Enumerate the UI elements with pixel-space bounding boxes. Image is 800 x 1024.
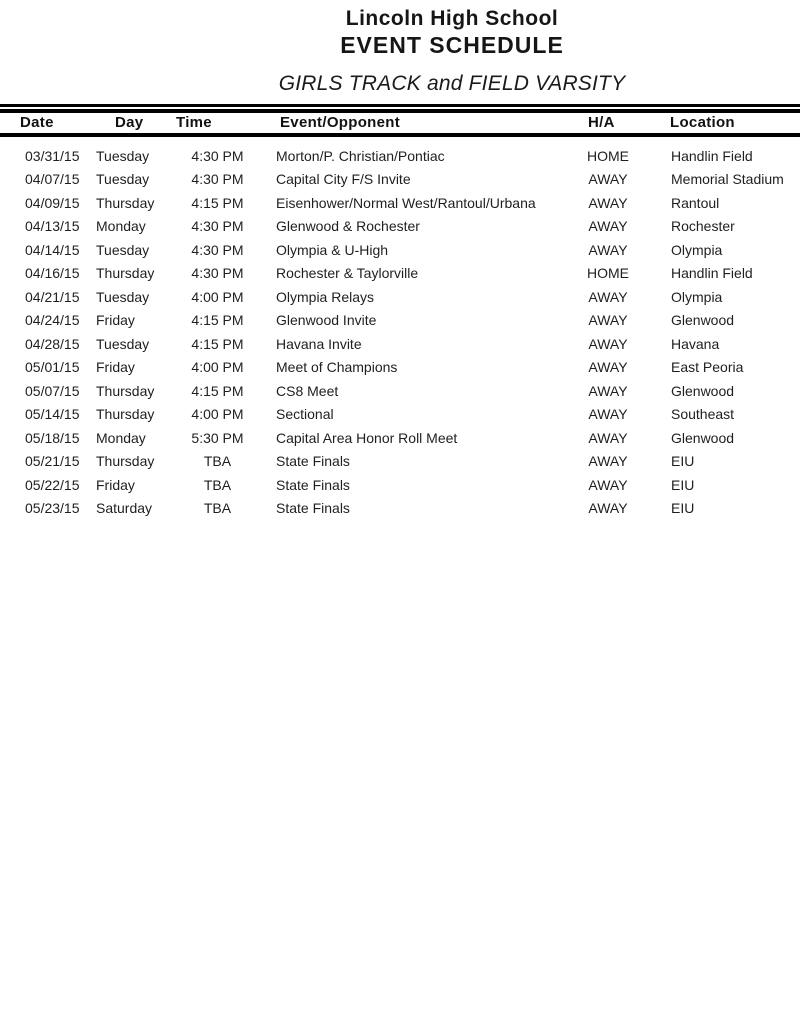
cell-location: Glenwood <box>671 429 735 446</box>
cell-home-away: AWAY <box>588 500 628 517</box>
schedule-rows <box>0 144 800 520</box>
cell-date: 05/07/15 <box>25 382 80 399</box>
schedule-row <box>0 309 800 333</box>
cell-day: Monday <box>96 429 146 446</box>
cell-date: 04/14/15 <box>25 241 80 258</box>
cell-time: 4:30 PM <box>191 147 244 164</box>
schedule-row <box>0 168 800 192</box>
cell-time: 4:15 PM <box>191 335 244 352</box>
cell-day: Thursday <box>96 194 155 211</box>
cell-date: 04/24/15 <box>25 312 80 329</box>
column-header-time: Time <box>176 114 212 131</box>
column-header-day: Day <box>115 114 144 131</box>
cell-date: 05/18/15 <box>25 429 80 446</box>
schedule-row <box>0 144 800 168</box>
cell-location: Glenwood <box>671 312 735 329</box>
schedule-row <box>0 403 800 427</box>
cell-location: Olympia <box>671 241 723 258</box>
cell-day: Tuesday <box>96 147 150 164</box>
table-header-row <box>0 113 800 133</box>
cell-event: State Finals <box>276 453 350 470</box>
cell-time: 4:30 PM <box>191 265 244 282</box>
cell-time: 4:00 PM <box>191 406 244 423</box>
cell-event: Olympia Relays <box>276 288 375 305</box>
cell-time: 4:30 PM <box>191 171 244 188</box>
cell-event: Morton/P. Christian/Pontiac <box>276 147 445 164</box>
column-header-date: Date <box>20 114 54 131</box>
schedule-row <box>0 262 800 286</box>
cell-time: 4:15 PM <box>191 312 244 329</box>
cell-event: Glenwood Invite <box>276 312 377 329</box>
cell-event: State Finals <box>276 476 350 493</box>
cell-location: Olympia <box>671 288 723 305</box>
cell-time: 4:30 PM <box>191 241 244 258</box>
cell-time: 4:15 PM <box>191 194 244 211</box>
cell-day: Tuesday <box>96 288 150 305</box>
cell-day: Thursday <box>96 265 155 282</box>
cell-day: Monday <box>96 218 146 235</box>
cell-event: Capital Area Honor Roll Meet <box>276 429 458 446</box>
cell-date: 05/21/15 <box>25 453 80 470</box>
cell-event: Glenwood & Rochester <box>276 218 420 235</box>
cell-day: Thursday <box>96 453 155 470</box>
schedule-row <box>0 497 800 521</box>
cell-event: Sectional <box>276 406 334 423</box>
schedule-row <box>0 450 800 474</box>
schedule-subtitle: GIRLS TRACK and FIELD VARSITY <box>278 72 626 95</box>
column-header-home-away: H/A <box>588 114 615 131</box>
cell-home-away: AWAY <box>588 288 628 305</box>
cell-event: CS8 Meet <box>276 382 339 399</box>
cell-day: Friday <box>96 312 135 329</box>
cell-home-away: AWAY <box>588 382 628 399</box>
cell-home-away: AWAY <box>588 218 628 235</box>
cell-time: TBA <box>203 500 232 517</box>
cell-event: Eisenhower/Normal West/Rantoul/Urbana <box>276 194 536 211</box>
header-bottom-rule <box>0 133 800 137</box>
cell-day: Thursday <box>96 406 155 423</box>
schedule-row <box>0 473 800 497</box>
cell-event: Havana Invite <box>276 335 362 352</box>
cell-event: Capital City F/S Invite <box>276 171 411 188</box>
schedule-row <box>0 356 800 380</box>
cell-time: 4:00 PM <box>191 288 244 305</box>
page-title: EVENT SCHEDULE <box>340 32 564 58</box>
column-header-event: Event/Opponent <box>280 114 401 131</box>
cell-home-away: AWAY <box>588 476 628 493</box>
cell-event: Olympia & U-High <box>276 241 389 258</box>
cell-date: 04/16/15 <box>25 265 80 282</box>
cell-home-away: AWAY <box>588 241 628 258</box>
cell-location: Rochester <box>671 218 735 235</box>
cell-event: Meet of Champions <box>276 359 398 376</box>
cell-home-away: AWAY <box>588 359 628 376</box>
schedule-row <box>0 191 800 215</box>
cell-day: Friday <box>96 359 135 376</box>
cell-location: Handlin Field <box>671 265 753 282</box>
schedule-row <box>0 238 800 262</box>
schedule-row <box>0 379 800 403</box>
cell-date: 04/07/15 <box>25 171 80 188</box>
cell-home-away: HOME <box>587 147 629 164</box>
cell-day: Friday <box>96 476 135 493</box>
cell-location: Handlin Field <box>671 147 753 164</box>
cell-date: 04/09/15 <box>25 194 80 211</box>
cell-event: Rochester & Taylorville <box>276 265 419 282</box>
cell-home-away: AWAY <box>588 406 628 423</box>
cell-location: Glenwood <box>671 382 735 399</box>
schedule-row <box>0 426 800 450</box>
cell-home-away: AWAY <box>588 335 628 352</box>
cell-location: Havana <box>671 335 720 352</box>
schedule-row <box>0 215 800 239</box>
schedule-row <box>0 332 800 356</box>
cell-time: 4:00 PM <box>191 359 244 376</box>
cell-date: 05/22/15 <box>25 476 80 493</box>
cell-day: Tuesday <box>96 171 150 188</box>
cell-date: 03/31/15 <box>25 147 80 164</box>
cell-date: 04/28/15 <box>25 335 80 352</box>
cell-day: Tuesday <box>96 335 150 352</box>
cell-time: 4:30 PM <box>191 218 244 235</box>
title-block <box>104 0 800 97</box>
cell-location: East Peoria <box>671 359 744 376</box>
top-rule-upper <box>0 104 800 107</box>
cell-home-away: AWAY <box>588 171 628 188</box>
cell-day: Tuesday <box>96 241 150 258</box>
cell-date: 05/01/15 <box>25 359 80 376</box>
cell-time: 4:15 PM <box>191 382 244 399</box>
cell-home-away: AWAY <box>588 453 628 470</box>
cell-day: Thursday <box>96 382 155 399</box>
cell-location: EIU <box>671 453 695 470</box>
cell-date: 04/21/15 <box>25 288 80 305</box>
cell-location: EIU <box>671 500 695 517</box>
cell-location: Southeast <box>671 406 735 423</box>
cell-location: Rantoul <box>671 194 720 211</box>
cell-date: 05/14/15 <box>25 406 80 423</box>
cell-time: TBA <box>203 476 232 493</box>
cell-date: 05/23/15 <box>25 500 80 517</box>
school-name: Lincoln High School <box>345 7 559 30</box>
cell-time: 5:30 PM <box>191 429 244 446</box>
cell-home-away: AWAY <box>588 429 628 446</box>
cell-day: Saturday <box>96 500 153 517</box>
cell-home-away: AWAY <box>588 194 628 211</box>
cell-home-away: HOME <box>587 265 629 282</box>
cell-date: 04/13/15 <box>25 218 80 235</box>
cell-location: EIU <box>671 476 695 493</box>
cell-home-away: AWAY <box>588 312 628 329</box>
cell-event: State Finals <box>276 500 350 517</box>
schedule-row <box>0 285 800 309</box>
cell-location: Memorial Stadium <box>671 171 784 188</box>
column-header-location: Location <box>670 114 735 131</box>
cell-time: TBA <box>203 453 232 470</box>
